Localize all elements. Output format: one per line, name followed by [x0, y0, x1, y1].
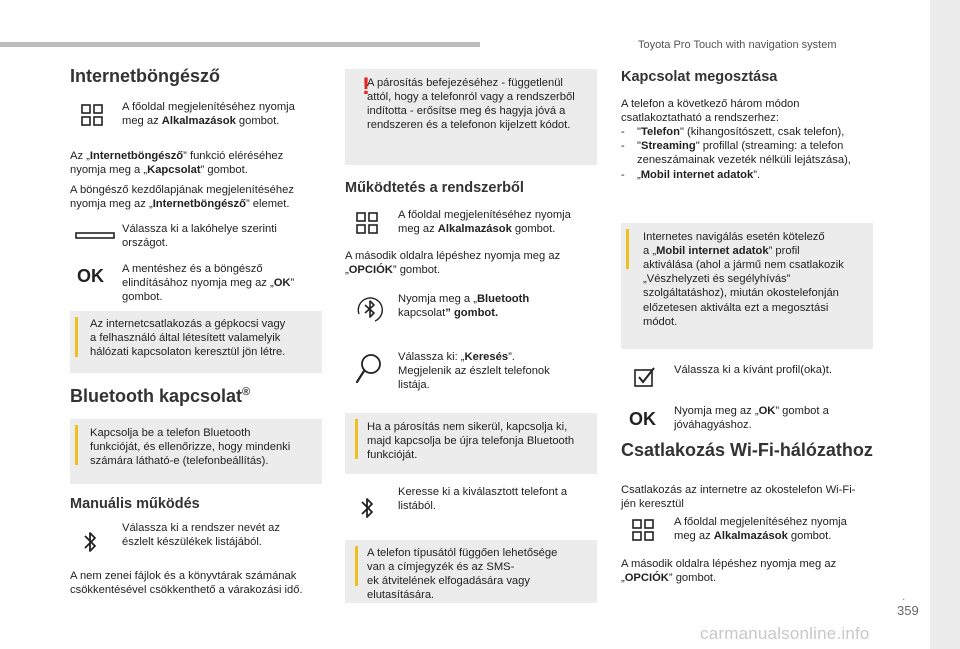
- text-line: meg az Alkalmazások gombot.: [398, 223, 556, 236]
- col3-info-mobile-data-text: [643, 230, 844, 329]
- col3-para-options: [621, 557, 836, 585]
- col2-step-search: [398, 350, 550, 392]
- text-line: észlelt készülékek listájából.: [122, 536, 262, 549]
- col2-warning-text: [367, 76, 575, 132]
- col1-info-box-bluetooth: [70, 419, 322, 484]
- text-line: meg az Alkalmazások gombot.: [122, 115, 280, 128]
- text-line: Válassza ki a kívánt profil(oka)t.: [674, 364, 832, 376]
- col2-info-box-pairing: [345, 413, 597, 474]
- connection-sharing-title: Kapcsolat megosztása: [621, 69, 778, 85]
- page-dot: .: [902, 589, 906, 603]
- text-line-bold: Internetböngésző: [152, 198, 246, 211]
- col1-para-homepage: [70, 183, 294, 211]
- text-line: A második oldalra lépéshez nyomja meg az: [621, 558, 837, 570]
- text-line: listája.: [398, 379, 430, 392]
- text-line: Válassza ki a rendszer nevét az: [122, 522, 280, 534]
- text-line: funkcióját, és ellenőrizze, hogy mindenki: [90, 441, 291, 454]
- text-line-bold: Alkalmazások: [713, 530, 788, 543]
- col3-para-wifi: [621, 483, 855, 511]
- text-line: „Vészhelyzeti és segélyhívás”: [643, 273, 791, 286]
- registered-mark: ®: [242, 386, 251, 398]
- text-line: Csatlakozás az internetre az okostelefon Wi-Fi-: [621, 484, 856, 496]
- text-line: A böngésző kezdőlapjának megjelenítéséhez: [70, 184, 294, 196]
- col1-step-ok: [122, 262, 294, 304]
- bluetooth-title: [70, 387, 250, 406]
- text-line: rendszeren és a telefonon kijelzett kódot.: [367, 119, 571, 132]
- col2-info-phonebook-text: [367, 546, 557, 602]
- col2-step-bluetooth: [398, 292, 529, 320]
- text-line-bold: Mobil internet adatok: [656, 245, 769, 258]
- header-title: Toyota Pro Touch with navigation system: [638, 39, 837, 51]
- text-line: a felhasználó által létesített valamelyik: [90, 332, 281, 345]
- col2-warning-box: [345, 69, 597, 165]
- text-line: A mentéshez és a böngésző: [122, 263, 263, 275]
- apps-grid-icon: [356, 212, 378, 238]
- text-line: „OPCIÓK” gombot.: [345, 264, 441, 277]
- col1-step-system-name: [122, 521, 280, 549]
- bullet-text-bold: Telefon: [640, 126, 680, 138]
- page-number: 359: [897, 603, 919, 618]
- text-line: Kapcsolja be a telefon Bluetooth: [90, 427, 251, 439]
- wifi-connection-title: [621, 441, 873, 460]
- search-icon: [355, 352, 383, 388]
- page-edge-strip: [930, 0, 960, 649]
- text-line: gombot.: [122, 291, 163, 304]
- text-line: Megjelenik az észlelt telefonok: [398, 365, 550, 378]
- text-line: elindításához nyomja meg az „OK”: [122, 277, 295, 290]
- warning-icon: !: [362, 73, 370, 100]
- col2-step-apps: [398, 208, 571, 236]
- text-line: A telefon típusától függően lehetősége: [367, 547, 558, 559]
- text-line: számára látható-e (telefonbeállítás).: [90, 455, 269, 468]
- text-line: csökkentésével csökkenthető a várakozási idő.: [70, 584, 303, 597]
- text-line: nyomja meg az „Internetböngésző” elemet.: [70, 198, 290, 211]
- text-line: majd kapcsolja be újra telefonja Bluetooth: [367, 435, 575, 448]
- bluetooth-icon: [83, 530, 97, 558]
- manual-operation-title: Manuális működés: [70, 496, 200, 512]
- text-line: funkcióját.: [367, 449, 418, 462]
- text-line: aktiválása (ahol a jármű nem csatlakozik: [643, 259, 844, 272]
- text-line: ek átvitelének elfogadására vagy: [367, 575, 530, 588]
- col1-step-apps: [122, 100, 295, 128]
- text-line: Nyomja meg a „Bluetooth: [398, 293, 530, 305]
- text-line: Ha a párosítás nem sikerül, kapcsolja ki,: [367, 421, 568, 433]
- col2-para-options: [345, 249, 560, 277]
- text-line: Keresse ki a kiválasztott telefont a: [398, 486, 568, 498]
- text-line: csatlakoztatható a rendszerhez:: [621, 112, 779, 125]
- bluetooth-circle-icon: [355, 294, 385, 328]
- text-line: jén keresztül: [621, 498, 684, 511]
- text-line-bold: OPCIÓK: [348, 264, 393, 277]
- bullet-text-bold: Streaming: [640, 140, 696, 153]
- text-line-bold: Kapcsolat: [147, 164, 201, 177]
- text-line: A második oldalra lépéshez nyomja meg az: [345, 250, 561, 262]
- watermark: carmanualsonline.info: [700, 624, 870, 643]
- col3-step-profile: [674, 363, 832, 377]
- text-line: hálózati kapcsolaton keresztül jön létre.: [90, 346, 286, 359]
- text-line: A főoldal megjelenítéséhez nyomja: [674, 516, 847, 528]
- info-bar: [355, 546, 358, 586]
- apps-grid-icon: [81, 104, 103, 130]
- text-line: A telefon a következő három módon: [621, 98, 800, 110]
- text-line: kapcsolat” gombot.: [398, 307, 499, 320]
- text-line: jóváhagyáshoz.: [674, 419, 752, 432]
- bullet-dash: -: [621, 168, 625, 181]
- col2-info-pairing-text: [367, 420, 574, 462]
- bullet-dash: -: [621, 140, 625, 153]
- col1-info-connection-text: [90, 317, 285, 359]
- bluetooth-icon: [360, 496, 374, 524]
- col1-para-browser-access: [70, 149, 283, 177]
- text-line: a „Mobil internet adatok” profil: [643, 245, 800, 258]
- col1-info-bluetooth-text: [90, 426, 290, 468]
- ok-icon: OK: [629, 409, 656, 429]
- text-line-bold: OK: [273, 277, 291, 290]
- text-line: módot.: [643, 315, 678, 328]
- bullet-text: zeneszámainak vezeték nélküli lejátszása),: [637, 154, 851, 167]
- text-line: A főoldal megjelenítéséhez nyomja: [122, 101, 295, 113]
- checkbox-icon: [634, 366, 656, 392]
- text-line-bold: Internetböngésző: [89, 150, 184, 162]
- bullet-text: "Streaming" profillal (streaming: a telefon: [637, 140, 844, 153]
- text-line: Csatlakozás Wi-Fi-: [621, 440, 780, 460]
- text-line: Az internetcsatlakozás a gépkocsi vagy: [90, 318, 286, 330]
- underline-bar-icon: [75, 230, 115, 244]
- text-line: szolgáltatáshoz), miután okostelefonján: [643, 287, 839, 300]
- bullet-text-bold: Mobil internet adatok: [640, 168, 754, 181]
- text-line: indította - erősítse meg és hagyja jóvá a: [367, 105, 566, 118]
- text-line: Az „Internetböngésző” funkció eléréséhez: [70, 150, 284, 162]
- text-line: „OPCIÓK” gombot.: [621, 572, 717, 585]
- text-line-bold: OK: [758, 405, 776, 417]
- text-line: Internetes navigálás esetén kötelező: [643, 231, 825, 243]
- text-line-bold: Alkalmazások: [437, 223, 512, 236]
- bullet-text: "Telefon" (kihangosítószett, csak telefon),: [637, 126, 845, 138]
- info-bar: [355, 419, 358, 459]
- text-line: előzetesen aktiválta ezt a megosztási: [643, 301, 829, 314]
- col2-info-box-phonebook: [345, 540, 597, 603]
- info-bar: [626, 229, 629, 269]
- col1-step-country: [122, 222, 277, 250]
- col3-para-three-ways: [621, 97, 800, 125]
- text-line: nyomja meg a „Kapcsolat” gombot.: [70, 164, 248, 177]
- bluetooth-title-text: Bluetooth kapcsolat: [70, 386, 243, 406]
- text-line: A párosítás befejezéséhez - függetlenül: [367, 77, 563, 89]
- text-line-bold: OPCIÓK: [624, 572, 669, 585]
- text-line: meg az Alkalmazások gombot.: [674, 530, 832, 543]
- col3-info-box-mobile-data: [621, 223, 873, 349]
- text-line: van a címjegyzék és az SMS-: [367, 561, 515, 574]
- text-line-bold: ” gombot.: [445, 307, 499, 320]
- text-line: A nem zenei fájlok és a könyvtárak számának: [70, 570, 297, 582]
- text-line: hálózathoz: [779, 440, 873, 460]
- text-line-bold: Keresés: [464, 351, 509, 363]
- col2-step-find-phone: [398, 485, 567, 513]
- text-line-bold: Bluetooth: [476, 293, 530, 305]
- text-line: Nyomja meg az „OK” gombot a: [674, 405, 829, 417]
- info-bar: [75, 317, 78, 357]
- bullet-dash: -: [621, 126, 625, 138]
- col3-step-apps: [674, 515, 847, 543]
- info-bar: [75, 425, 78, 465]
- text-line: elutasítására.: [367, 589, 435, 602]
- col1-info-box-connection: [70, 311, 322, 373]
- text-line: attól, hogy a telefonról vagy a rendszerből: [367, 91, 575, 104]
- col1-para-files: [70, 569, 303, 597]
- internet-browser-title: Internetböngésző: [70, 66, 221, 86]
- col3-step-ok: [674, 404, 829, 432]
- text-line-bold: Alkalmazások: [161, 115, 236, 128]
- header-rule: [0, 42, 480, 47]
- bullet-text: „Mobil internet adatok”.: [637, 168, 761, 181]
- text-line: Válassza ki a lakóhelye szerinti: [122, 223, 277, 235]
- apps-grid-icon: [632, 519, 654, 545]
- text-line: Válassza ki: „Keresés”.: [398, 351, 515, 363]
- text-line: A főoldal megjelenítéséhez nyomja: [398, 209, 571, 221]
- text-line: országot.: [122, 237, 169, 250]
- ok-icon: OK: [77, 266, 104, 286]
- text-line: listából.: [398, 500, 436, 513]
- operation-from-system-title: Működtetés a rendszerből: [345, 180, 524, 196]
